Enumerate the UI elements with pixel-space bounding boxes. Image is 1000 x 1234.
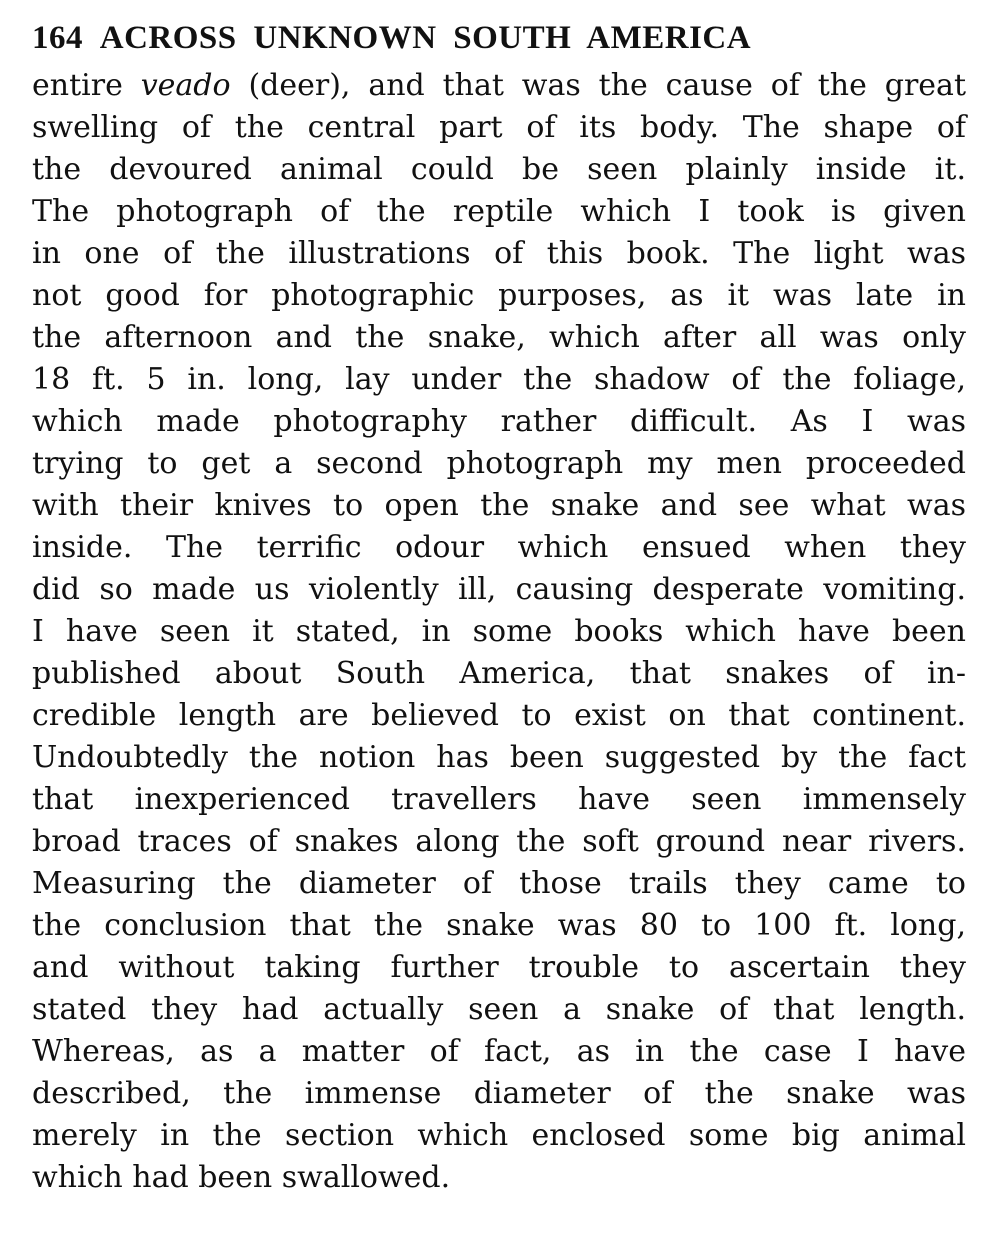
text-line (32, 359, 966, 401)
text-line (32, 1073, 966, 1115)
running-title: ACROSS UNKNOWN SOUTH AMERICA (99, 20, 752, 56)
text-line (32, 611, 966, 653)
text-segment: the conclusion that the snake was 80 to 100 ft. long, (32, 908, 966, 943)
page-number: 164 (32, 20, 83, 56)
text-segment: Measuring the diameter of those trails they came to (32, 866, 966, 901)
text-segment: I have seen it stated, in some books which have been (32, 614, 966, 649)
text-line (32, 1115, 966, 1157)
text-segment: Undoubtedly the notion has been suggested by the fact (32, 740, 966, 775)
text-segment: the afternoon and the snake, which after all was only (32, 320, 966, 355)
text-segment: and without taking further trouble to ascertain they (32, 950, 966, 985)
text-segment: merely in the section which enclosed some big animal (32, 1118, 966, 1153)
text-line (32, 191, 966, 233)
text-line (32, 695, 966, 737)
text-line (32, 527, 966, 569)
text-line (32, 863, 966, 905)
text-line (32, 905, 966, 947)
text-segment: in one of the illustrations of this book. The light was (32, 236, 966, 271)
text-segment: published about South America, that snakes of in- (32, 656, 966, 691)
text-line (32, 1031, 966, 1073)
running-header (32, 20, 966, 57)
text-segment: entire (32, 68, 141, 103)
text-segment: which had been swallowed. (32, 1160, 451, 1195)
text-line (32, 443, 966, 485)
italic-text: veado (140, 68, 231, 103)
text-segment: stated they had actually seen a snake of that length. (32, 992, 966, 1027)
text-line (32, 485, 966, 527)
text-line (32, 1157, 966, 1199)
text-segment: described, the immense diameter of the snake was (32, 1076, 966, 1111)
text-line (32, 821, 966, 863)
text-segment: which made photography rather difficult. As I was (32, 404, 966, 439)
text-segment: (deer), and that was the cause of the great (230, 68, 966, 103)
text-segment: the devoured animal could be seen plainly inside it. (32, 152, 966, 187)
text-segment: trying to get a second photograph my men proceeded (32, 446, 966, 481)
text-line (32, 107, 966, 149)
text-line (32, 779, 966, 821)
text-segment: did so made us violently ill, causing desperate vomiting. (32, 572, 966, 607)
text-line (32, 275, 966, 317)
body-text (32, 65, 966, 1199)
text-segment: credible length are believed to exist on that continent. (32, 698, 966, 733)
text-segment: The photograph of the reptile which I took is given (32, 194, 966, 229)
text-line (32, 149, 966, 191)
text-line (32, 569, 966, 611)
text-segment: not good for photographic purposes, as it was late in (32, 278, 966, 313)
text-line (32, 989, 966, 1031)
text-line (32, 653, 966, 695)
text-line (32, 233, 966, 275)
text-line (32, 947, 966, 989)
text-segment: broad traces of snakes along the soft ground near rivers. (32, 824, 966, 859)
text-segment: that inexperienced travellers have seen immensely (32, 782, 966, 817)
text-segment: Whereas, as a matter of fact, as in the case I have (32, 1034, 966, 1069)
text-line (32, 65, 966, 107)
text-segment: with their knives to open the snake and see what was (32, 488, 966, 523)
book-page (32, 20, 966, 1199)
text-line (32, 401, 966, 443)
text-segment: inside. The terrific odour which ensued when they (32, 530, 966, 565)
text-segment: 18 ft. 5 in. long, lay under the shadow of the foliage, (32, 362, 966, 397)
text-line (32, 737, 966, 779)
text-line (32, 317, 966, 359)
text-segment: swelling of the central part of its body. The shape of (32, 110, 966, 145)
